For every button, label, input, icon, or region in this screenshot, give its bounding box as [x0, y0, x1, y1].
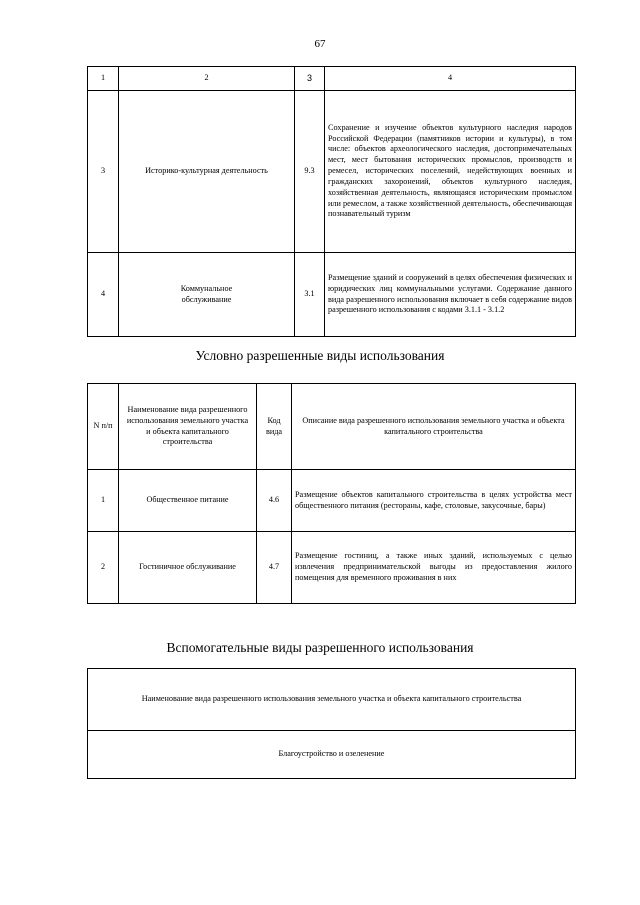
use-description: Размещение зданий и сооружений в целях обеспечения физических и юридических лиц коммунальными услугами. Содержание данного вида разрешенного использования включает в себя содержание видов разрешенного использования с кодами 3.1.1 - 3.1.2 [325, 253, 576, 337]
header-num: N п/п [88, 384, 119, 470]
header-cell: 2 [119, 67, 295, 91]
use-name: Общественное питание [119, 470, 257, 532]
table-header-row [88, 384, 576, 470]
use-name: Гостиничное обслуживание [119, 532, 257, 604]
header-description: Описание вида разрешенного использования земельного участка и объекта капитального строительства [292, 384, 576, 470]
use-code: 3.1 [295, 253, 325, 337]
conditional-uses-table [87, 383, 576, 604]
header-code: Код вида [257, 384, 292, 470]
table-row [88, 470, 576, 532]
use-name: Коммунальное обслуживание [119, 253, 295, 337]
conditional-uses-heading: Условно разрешенные виды использования [195, 348, 445, 363]
use-description: Размещение объектов капитального строительства в целях устройства мест общественного питания (рестораны, кафе, столовые, закусочные, бары) [292, 470, 576, 532]
row-number: 3 [88, 91, 119, 253]
table-row [88, 532, 576, 604]
header-name: Наименование вида разрешенного использования земельного участка и объекта капитального строительства [119, 384, 257, 470]
use-code: 4.6 [257, 470, 292, 532]
use-description: Размещение гостиниц, а также иных зданий, используемых с целью извлечения предпринимательской выгоды из предоставления жилого помещения для временного проживания в них [292, 532, 576, 604]
header-cell: 3 [295, 67, 325, 91]
header-cell: 1 [88, 67, 119, 91]
header-name: Наименование вида разрешенного использования земельного участка и объекта капитального строительства [88, 669, 576, 731]
table-row [88, 731, 576, 779]
use-code: 9.3 [295, 91, 325, 253]
row-number: 1 [88, 470, 119, 532]
use-description: Сохранение и изучение объектов культурного наследия народов Российской Федерации (памятников истории и культуры), в том числе: объектов археологического наследия, достопримечательных мест, мест бытования исторических промыслов, производств и ремесел, исторических поселений, недействующих военных и гражданских захоронений, объектов культурного наследия, хозяйственная деятельность, являющаяся историческим промыслом или ремеслом, а также хозяйственной деятельность, обеспечивающая познавательный туризм [325, 91, 576, 253]
row-number: 4 [88, 253, 119, 337]
table-row [88, 91, 576, 253]
table-header-row [88, 67, 576, 91]
table-row [88, 253, 576, 337]
table-header-row [88, 669, 576, 731]
use-name: Историко-культурная деятельность [119, 91, 295, 253]
permitted-uses-table [87, 66, 576, 337]
row-number: 2 [88, 532, 119, 604]
use-name: Благоустройство и озеленение [88, 731, 576, 779]
use-code: 4.7 [257, 532, 292, 604]
auxiliary-uses-heading: Вспомогательные виды разрешенного использования [166, 640, 474, 655]
page-number: 67 [314, 38, 326, 50]
auxiliary-uses-table [87, 668, 576, 779]
header-cell: 4 [325, 67, 576, 91]
